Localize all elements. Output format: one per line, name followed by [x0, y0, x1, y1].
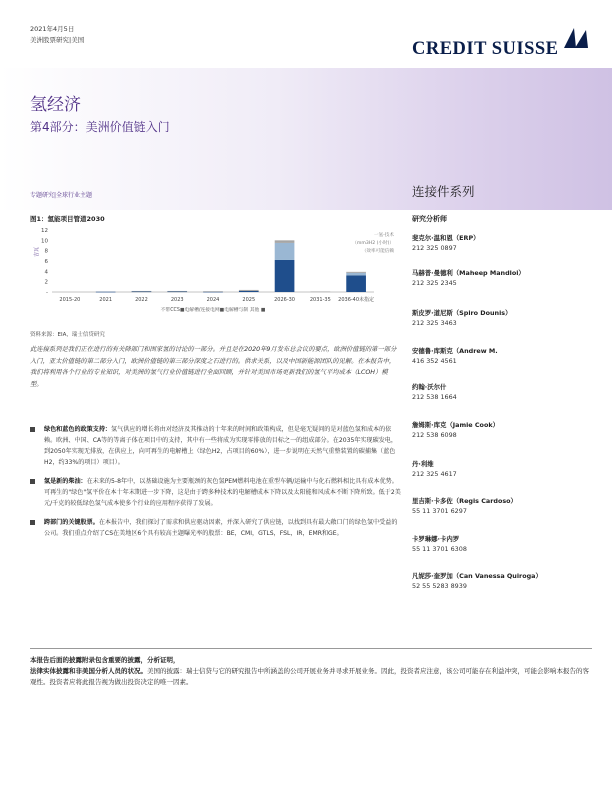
- analyst-phone: 52 55 5283 8939: [412, 582, 467, 590]
- bullet-heading: 跨部门的关键股票。: [44, 519, 99, 526]
- bar-segment: [346, 273, 366, 276]
- x-tick-label: 2036-40未指定: [338, 297, 375, 303]
- disclosure-line-1: 本报告后面的披露附录包含重要的披露，分析证明，: [30, 656, 180, 664]
- analyst-name: 马赫普·曼德利（Maheep Mandloi）: [412, 269, 525, 277]
- y-tick-label: 10: [41, 238, 48, 245]
- analyst-name: 斯皮罗·道尼斯（Spiro Dounis）: [412, 309, 512, 317]
- chart-annotation: 一氢-技术: [373, 233, 394, 238]
- disclosure-bold: 法律实体披露和非美国分析人员的状况。: [30, 667, 147, 675]
- series-name: 连接件系列: [412, 184, 475, 199]
- x-tick-label: 2015-20: [59, 297, 81, 303]
- analyst-phone: 55 11 3701 6308: [412, 545, 467, 553]
- disclosure-text: 美国的披露：瑞士信贷与它的研究报告中所涵盖的公司开展业务并寻求开展业务。因此，投资者应注意，该公司可能存在利益冲突，可能会影响本报告的客观性。投资者应将此报告视为做出投资决定的唯一因素。: [30, 667, 589, 686]
- y-tick-label: 8: [44, 248, 48, 255]
- x-tick-label: 2022: [135, 297, 148, 303]
- report-date: 2021年4月5日: [30, 25, 75, 33]
- y-tick-label: 6: [44, 259, 48, 265]
- pipeline-chart: [30, 224, 398, 324]
- analyst-phone: 212 325 0897: [412, 244, 457, 252]
- analysts-heading: 研究分析师: [412, 215, 447, 223]
- bar-segment: [275, 260, 295, 292]
- analyst-entry: [412, 308, 592, 328]
- analyst-phone: 212 538 1664: [412, 393, 457, 401]
- analyst-entry: [412, 534, 592, 554]
- analyst-entry: [412, 496, 592, 516]
- bar-segment: [275, 240, 295, 243]
- disclosure-line-2: [30, 666, 592, 688]
- x-tick-label: 2023: [170, 297, 184, 303]
- bullet-square-icon: [30, 427, 35, 432]
- report-category: 专题研究|全球行业主题: [30, 192, 93, 199]
- x-tick-label: 2025: [242, 297, 256, 303]
- analyst-name: 卡罗琳娜·卡内罗: [412, 535, 460, 543]
- bullet-square-icon: [30, 479, 35, 484]
- analyst-entry: [412, 233, 592, 253]
- report-department: 美洲股票研究|美国: [30, 36, 85, 44]
- bar-segment: [96, 292, 116, 293]
- bar-segment: [346, 275, 366, 292]
- figure-title: 图1：氢能项目管道2030: [30, 215, 105, 223]
- title-banner: [0, 68, 612, 210]
- bar-segment: [203, 292, 223, 293]
- bullet-text: 在本报告中，我们探讨了需求和供应驱动因素，并深入研究了供应链，以找到具有最大敞口门的绿色氢中受益的公司。我们重点介绍了CS在美地区6个具有较高主题曝光率的股票：BE，CMI，GTLS，FSL，IR，EMR和GE。: [44, 519, 398, 537]
- analyst-entry: [412, 382, 592, 402]
- chart-annotation: （mm3H2 (小时)）: [352, 241, 394, 246]
- x-tick-label: 2021: [99, 297, 113, 303]
- bullet-heading: 氢是新的柴油：: [44, 478, 87, 485]
- analyst-entry: [412, 420, 592, 440]
- intro-paragraph: 此连接系列是我们正在进行的有关降部门和围家氢的讨论的一部分。并且是在2020年9月发布总会议的要点，欧洲价值链的第一部分入门，亚太价值链的第二部分入门，欧洲价值链的第三部分深度之石进行的。供求关系，以及中国新能源团队的见解。在本报告中，我们将利用各个行业的专业知识，对美洲的氢气行业价值链进行全面回顾，并针对美国市场更新我们的氢气平均成本（LCOH）模型。: [30, 346, 397, 388]
- analyst-name: 安德鲁·库斯克（Andrew M.: [412, 347, 498, 355]
- analyst-phone: 212 325 4617: [412, 470, 457, 478]
- analyst-phone: 212 325 3463: [412, 319, 457, 327]
- bar-segment: [310, 291, 330, 292]
- sails-logo-icon: [562, 26, 592, 50]
- bullet-item: [30, 476, 402, 509]
- analyst-phone: 416 352 4561: [412, 357, 457, 365]
- analyst-entry: [412, 268, 592, 288]
- x-tick-label: 2024: [206, 297, 220, 303]
- bar-segment: [239, 291, 259, 292]
- credit-suisse-logo: [412, 26, 592, 66]
- y-tick-label: -: [46, 290, 48, 296]
- bullet-item: [30, 424, 402, 468]
- x-tick-label: 2031-35: [309, 297, 331, 303]
- analyst-phone: 212 538 6098: [412, 431, 457, 439]
- report-subtitle: 第4部分：美洲价值链入门: [30, 120, 170, 134]
- analyst-list: [412, 214, 592, 232]
- y-tick-label: 12: [41, 228, 48, 234]
- analyst-phone: 212 325 2345: [412, 279, 457, 287]
- bullet-item: [30, 517, 402, 539]
- bar-segment: [167, 291, 187, 292]
- bullet-text: 在未来的5-8年中，以基础设施为主要瓶颈的灰色氢PEM燃料电池在重型车辆/运输中与化石燃料相比具有成本优势。可再生的"绿色"氢平价在本十年末期进一步下降，这是由于跨多种技术的电解槽成本下降以及太阳能和风成本不断下降所致。低于2美元/千克的较低绿色氢气成本使多个行业的应用程序获得了发展。: [44, 478, 401, 507]
- report-title: 氢经济: [30, 95, 81, 115]
- y-tick-label: 2: [44, 279, 48, 286]
- logo-text: CREDIT SUISSE: [412, 39, 559, 59]
- bar-segment: [132, 291, 152, 292]
- analyst-name: 约翰·沃尔什: [412, 383, 447, 391]
- bar-segment: [346, 272, 366, 273]
- analyst-name: 詹姆斯·库克（Jamie Cook）: [412, 421, 499, 429]
- figure-source: 资料来源：EIA，瑞士信贷研究: [30, 332, 105, 338]
- bar-segment: [203, 291, 223, 292]
- key-points: [30, 424, 402, 547]
- disclosure-footer: [30, 655, 592, 688]
- analyst-entry: [412, 346, 592, 366]
- y-axis-label: 吉瓦: [34, 246, 40, 258]
- bullet-heading: 绿色和蓝色的政策支持：: [44, 426, 112, 433]
- analyst-name: 里吉斯·卡多佐（Regis Cardoso）: [412, 497, 517, 505]
- bullet-square-icon: [30, 520, 35, 525]
- bar-segment: [167, 291, 187, 292]
- analyst-name: 丹·利维: [412, 460, 434, 468]
- bar-segment: [275, 243, 295, 260]
- bullet-text: 氢气供应的增长将由对经济及其推动的十年来的时间和政策构成，但是毫无疑问的是对蓝色氢和成本的依赖。欧洲、中国、CA等的等离子体在项目中的支持，其中有一些将成为实现零排放的目标之一的组成部分。在2035年实现碳发电，到2050年实现无排放，在供应上，向可再生的电解槽上（绿色H2，占项目的60%），进一步说明在天然气重整装置的碳捕集（蓝色H2，约33%的项目）项目）。: [44, 426, 397, 466]
- analyst-name: 斐克尔·温和恩（ERP）: [412, 234, 480, 242]
- bar-segment: [132, 291, 152, 292]
- x-tick-label: 2026-30: [274, 297, 296, 303]
- chart-legend: 不带CCS■电解槽/连接电网■电解槽与制 其他 ■: [160, 308, 266, 313]
- footer-divider: [30, 648, 592, 649]
- chart-annotation: （效率可能信赖: [361, 249, 394, 254]
- analyst-phone: 55 11 3701 6297: [412, 507, 467, 515]
- analyst-name: 凡妮莎·奎罗加（Can Vanessa Quiroga）: [412, 572, 542, 580]
- bar-segment: [239, 290, 259, 291]
- y-tick-label: 4: [44, 269, 48, 276]
- analyst-entry: [412, 571, 592, 591]
- analyst-entry: [412, 459, 592, 479]
- report-meta: [30, 24, 84, 46]
